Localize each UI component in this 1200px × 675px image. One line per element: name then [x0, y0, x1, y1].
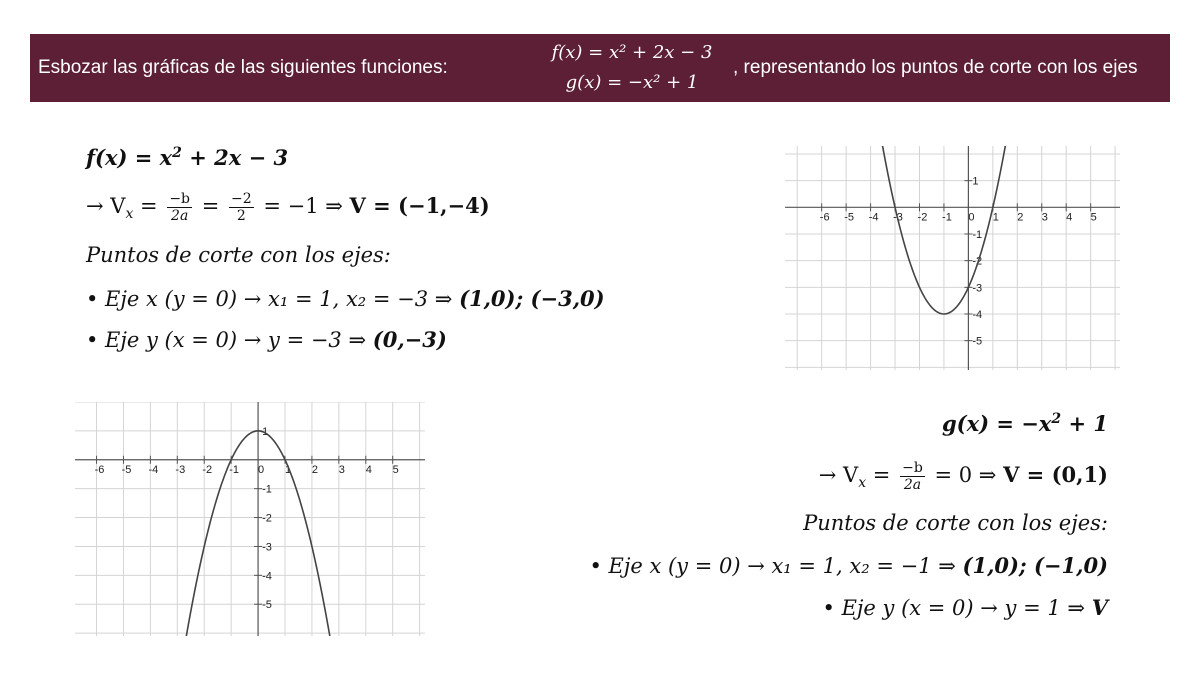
- g-vertex-point: V = (0,1): [1003, 462, 1108, 487]
- f-cut-title: Puntos de corte con los ejes:: [86, 243, 391, 267]
- graph-g-x-tick-label: -6: [94, 463, 105, 476]
- graph-g-y-tick-label: -1: [262, 483, 272, 496]
- g-vertex-line: → $V_x$ = $\frac{-b}{2a}$ = 0 ⇒ V = (0,1): [818, 460, 1108, 493]
- banner-g-definition: g(x) = −x² + 1: [565, 72, 699, 93]
- f-x-cut: • Eje x (y = 0) → x₁ = 1, x₂ = −3 ⇒ (1,0); (−3,0): [86, 286, 605, 311]
- graph-f-parabola: [785, 146, 1120, 314]
- g-title: $g(x) = -x^2 + 1$: [941, 411, 1108, 436]
- f-fraction-value: $\frac{-2}{2}$: [231, 191, 252, 224]
- banner-instruction-tail: , representando los puntos de corte con los ejes: [733, 57, 1138, 78]
- graph-f-x-tick-label: -2: [917, 211, 928, 224]
- graph-g-parabola: [75, 431, 425, 636]
- graph-g-y-tick-label: -4: [262, 570, 272, 583]
- graph-g-x-tick-label: 5: [392, 463, 399, 476]
- graph-f-x-tick-label: -6: [819, 211, 830, 224]
- graph-f-x-tick-label: 0: [968, 211, 975, 224]
- graph-g: [75, 402, 425, 636]
- graph-g-y-tick-label: 1: [262, 425, 269, 438]
- graph-g-x-tick-label: 0: [258, 463, 265, 476]
- graph-f-y-tick-label: 1: [972, 175, 979, 188]
- graph-f-y-tick-label: -4: [972, 309, 983, 321]
- banner-function-definitions: [530, 38, 734, 98]
- graph-g-x-tick-label: -4: [148, 463, 159, 476]
- g-x-cut: • Eje x (y = 0) → x₁ = 1, x₂ = −1 ⇒ (1,0); (−1,0): [589, 553, 1108, 578]
- graph-f-x-tick-label: 2: [1017, 211, 1024, 224]
- graph-g-x-tick-label: 3: [338, 463, 345, 476]
- graph-f-y-tick-label: -5: [972, 335, 983, 348]
- graph-g-x-tick-label: -5: [121, 463, 132, 476]
- banner-instruction: Esbozar las gráficas de las siguientes funciones:: [38, 57, 448, 78]
- graph-g-y-tick-label: -3: [262, 541, 272, 554]
- graph-f-y-tick-label: -1: [972, 229, 983, 241]
- f-fraction-formula: $\frac{-b}{2a}$: [169, 191, 191, 224]
- title-banner: [30, 34, 1170, 102]
- g-fraction-formula: $\frac{-b}{2a}$: [902, 460, 923, 493]
- graph-g-x-tick-label: 1: [284, 463, 292, 476]
- f-title: $f(x) = x^2 + 2x - 3$: [86, 145, 289, 170]
- graph-f-x-tick-label: -5: [844, 211, 855, 224]
- g-y-cut: • Eje y (x = 0) → y = 1 ⇒ V: [822, 595, 1108, 620]
- graph-g-x-tick-label: -2: [202, 463, 213, 476]
- graph-f-x-tick-label: 4: [1066, 211, 1073, 224]
- graph-f-y-tick-label: -3: [972, 282, 983, 295]
- graph-g-x-tick-label: 2: [311, 463, 318, 476]
- f-y-cut: • Eje y (x = 0) → y = −3 ⇒ (0,−3): [86, 327, 447, 352]
- graph-g-y-tick-label: -2: [262, 512, 272, 525]
- graph-g-x-tick-label: -3: [175, 463, 186, 476]
- banner-f-definition: f(x) = x² + 2x − 3: [551, 42, 713, 63]
- graph-f-x-tick-label: 3: [1041, 211, 1048, 224]
- graph-f: [785, 146, 1120, 370]
- graph-g-x-tick-label: -1: [229, 463, 240, 476]
- graph-f-x-tick-label: -1: [942, 211, 952, 224]
- graph-g-x-tick-label: 4: [365, 463, 372, 476]
- graph-f-x-tick-label: 1: [992, 211, 999, 224]
- g-cut-title: Puntos de corte con los ejes:: [803, 511, 1108, 535]
- graph-f-x-tick-label: -3: [893, 211, 903, 224]
- graph-f-x-tick-label: 5: [1090, 211, 1097, 224]
- f-vertex-point: V = (−1,−4): [349, 193, 490, 218]
- graph-f-y-tick-label: -2: [972, 255, 983, 268]
- graph-f-x-tick-label: -4: [868, 211, 879, 224]
- graph-g-y-tick-label: -5: [262, 599, 272, 612]
- f-vertex-line: → $V_x$ = $\frac{-b}{2a}$ = $\frac{-2}{2}$ = −1 ⇒ V = (−1,−4): [86, 191, 490, 224]
